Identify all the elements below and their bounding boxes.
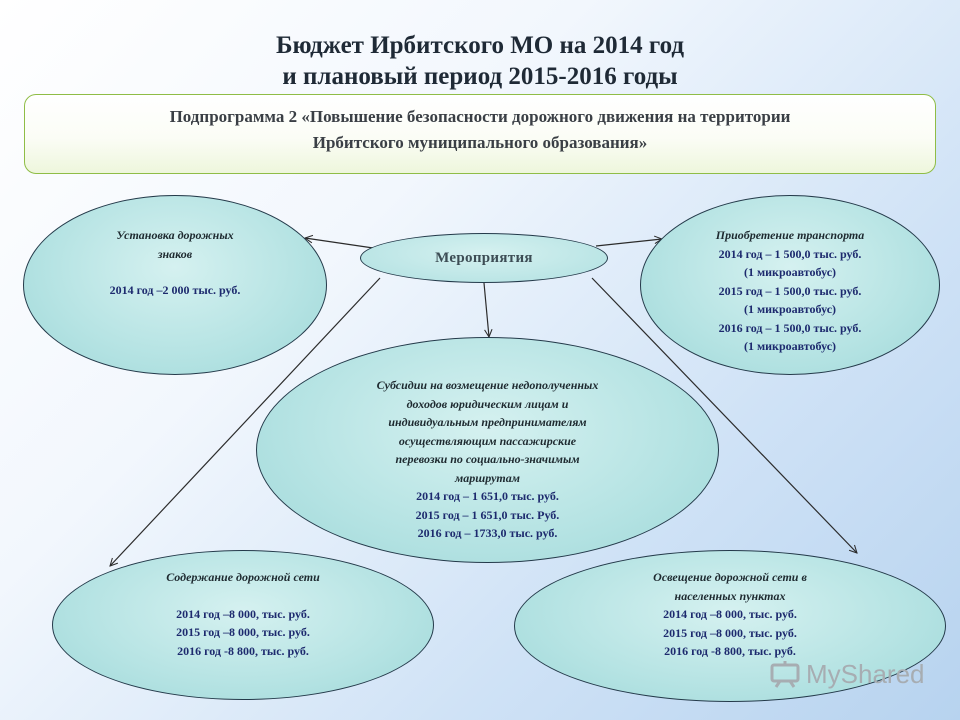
- road-signs-2014: 2014 год –2 000 тыс. руб.: [109, 283, 241, 297]
- subsidies-line: 2014 год – 1 651,0 тыс. руб.: [416, 489, 559, 503]
- road-lighting-line: 2015 год –8 000, тыс. руб.: [663, 625, 797, 640]
- presentation-board-icon: [770, 660, 800, 688]
- watermark-text: MyShared: [806, 658, 925, 689]
- page-title-line-2: и плановый период 2015-2016 годы: [282, 63, 678, 90]
- subsidies-title-line: доходов юридическим лицам и: [406, 396, 569, 411]
- road-lighting-line: 2016 год -8 800, тыс. руб.: [664, 644, 796, 658]
- transport-line: 2014 год – 1 500,0 тыс. руб.: [718, 246, 862, 261]
- road-maintenance-node: [52, 550, 434, 700]
- road-maintenance-title: Содержание дорожной сети: [166, 570, 320, 584]
- road-lighting-title-line-1: Освещение дорожной сети в: [653, 570, 807, 584]
- subsidies-title-line: маршрутам: [455, 470, 520, 485]
- transport-line: (1 микроавтобус): [743, 302, 837, 316]
- road-maintenance-line: 2016 год -8 800, тыс. руб.: [177, 643, 309, 658]
- subprogram-banner-line-2: Ирбитского муниципального образования»: [312, 133, 648, 152]
- transport-line: 2015 год – 1 500,0 тыс. руб.: [718, 283, 862, 298]
- subsidies-title-line: индивидуальным предпринимателям: [388, 415, 587, 429]
- road-signs-title-line-1: Установка дорожных: [116, 228, 234, 242]
- road-maintenance-line: 2014 год –8 000, тыс. руб.: [176, 606, 310, 621]
- transport-title: Приобретение транспорта: [715, 228, 865, 242]
- activities-node: Мероприятия: [360, 233, 608, 283]
- subprogram-banner-line-1: Подпрограмма 2 «Повышение безопасности дорожного движения на территории: [169, 107, 791, 126]
- connector-to-transport: [596, 239, 662, 246]
- page-title-line-1: Бюджет Ирбитского МО на 2014 год: [275, 32, 685, 59]
- road-lighting-line: 2014 год –8 000, тыс. руб.: [663, 607, 797, 621]
- myshared-watermark: [770, 657, 925, 691]
- road-signs-node: [23, 195, 327, 375]
- transport-line: (1 микроавтобус): [743, 265, 837, 279]
- transport-line: (1 микроавтобус): [743, 339, 837, 353]
- transport-line: 2016 год – 1 500,0 тыс. руб.: [718, 320, 862, 335]
- subsidies-title-line: Субсидии на возмещение недополученных: [376, 378, 599, 392]
- subsidies-node: [256, 337, 719, 563]
- subsidies-line: 2016 год – 1733,0 тыс. руб.: [417, 526, 558, 540]
- road-lighting-title-line-2: населенных пунктах: [674, 588, 786, 603]
- transport-node: [640, 195, 940, 375]
- road-signs-title-line-2: знаков: [157, 246, 193, 261]
- subsidies-title-line: осуществляющим пассажирские: [398, 433, 577, 448]
- connector-to-subsidies: [484, 283, 489, 337]
- subsidies-line: 2015 год – 1 651,0 тыс. Руб.: [415, 507, 560, 522]
- subsidies-title-line: перевозки по социально-значимым: [395, 452, 580, 466]
- road-maintenance-line: 2015 год –8 000, тыс. руб.: [176, 625, 310, 639]
